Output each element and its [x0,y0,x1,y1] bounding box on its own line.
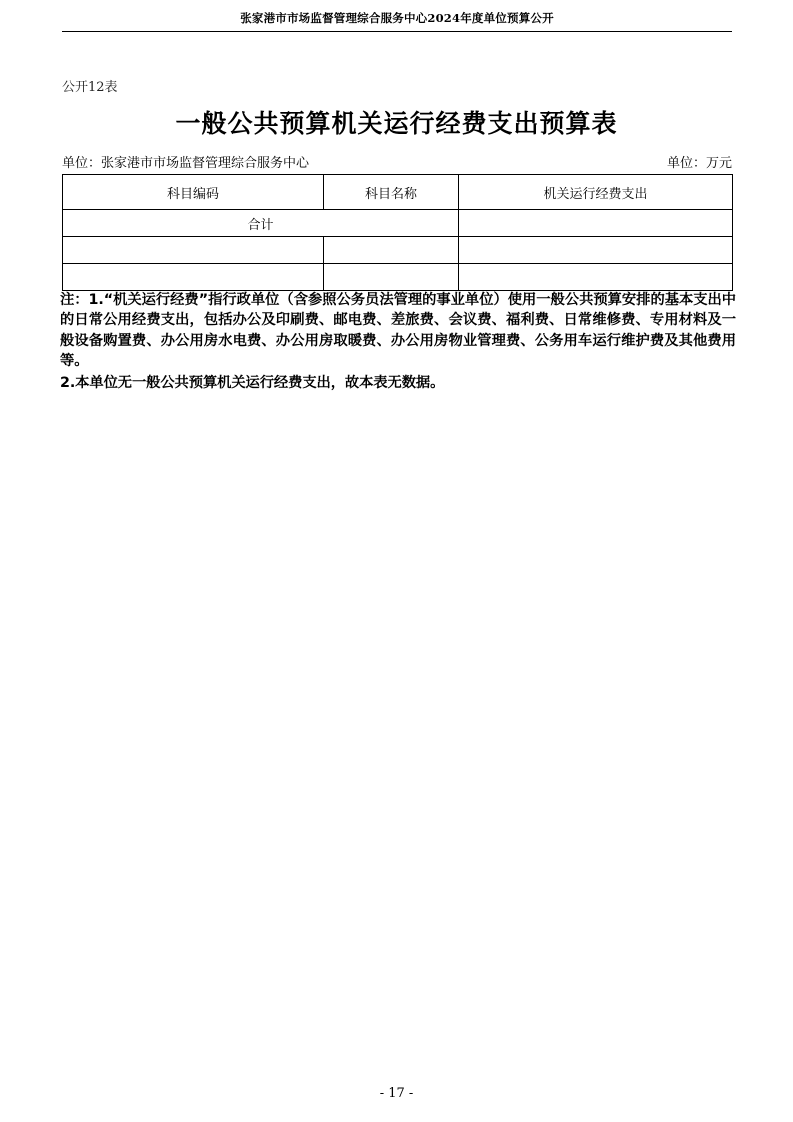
row-cell-name [324,264,459,291]
row-cell-value [459,237,733,264]
row-cell-code [63,237,324,264]
budget-table [62,174,733,291]
row-cell-value [459,264,733,291]
header-divider [62,31,732,32]
table-row [63,237,733,264]
budget-table-wrapper [62,174,732,291]
row-cell-code [63,264,324,291]
unit-entity: 单位：张家港市市场监督管理综合服务中心 [62,156,310,171]
page-title: 一般公共预算机关运行经费支出预算表 [175,109,618,138]
unit-currency: 单位：万元 [666,156,732,171]
row-cell-name [324,237,459,264]
table-header-row [63,175,733,210]
table-row [63,210,733,237]
unit-line [62,152,732,171]
note-1: 注：1.“机关运行经费”指行政单位（含参照公务员法管理的事业单位）使用一般公共预算安排的基本支出中的日常公用经费支出，包括办公及印刷费、邮电费、差旅费、会议费、福利费、日常维修费、专用材料及一般设备购置费、办公用房水电费、办公用房取暖费、办公用房物业管理费、公务用车运行维护费及其他费用等。 [60,292,736,369]
notes-section [60,290,736,393]
table-number-label: 公开12表 [62,80,118,95]
col-header-expenditure: 机关运行经费支出 [459,175,733,210]
col-header-code: 科目编码 [63,175,324,210]
page-number: - 17 - [379,1086,414,1101]
row-total-value [459,210,733,237]
running-header: 张家港市市场监督管理综合服务中心2024年度单位预算公开 [240,11,554,25]
row-total-label: 合计 [63,210,459,237]
table-row [63,264,733,291]
col-header-name: 科目名称 [324,175,459,210]
note-2: 2.本单位无一般公共预算机关运行经费支出，故本表无数据。 [60,375,445,392]
